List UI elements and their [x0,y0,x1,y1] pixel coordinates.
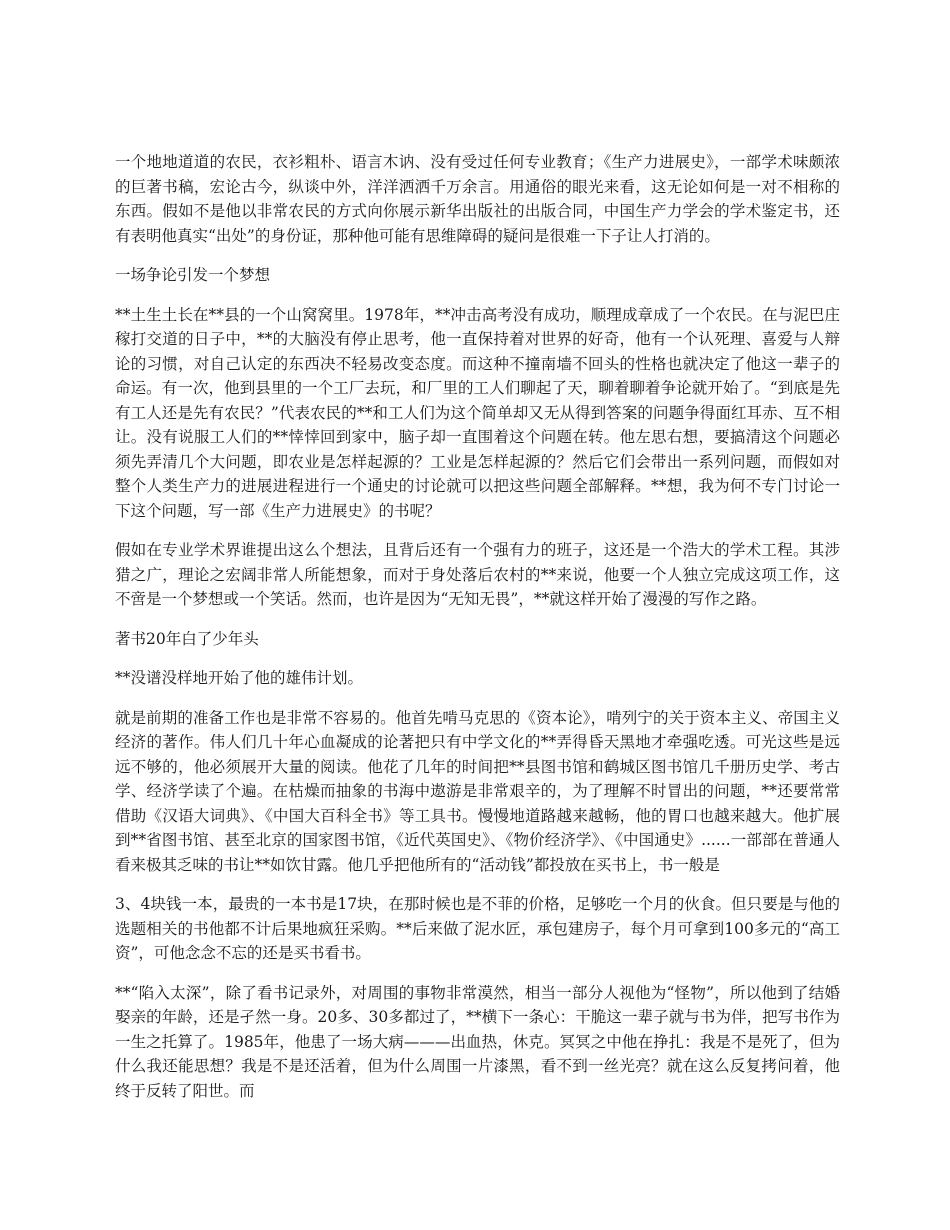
paragraph-preparation: 就是前期的准备工作也是非常不容易的。他首先啃马克思的《资本论》，啃列宁的关于资本主义、帝国主义经济的著作。伟人们几十年心血凝成的论著把只有中学文化的**弄得昏天黑地才牵强吃透。可光这些是远远不够的，他必须展开大量的阅读。他花了几年的时间把**县图书馆和鹤城区图书馆几千册历史学、考古学、经济学读了个遍。在枯燥而抽象的书海中遨游是非常艰辛的，为了理解不时冒出的问题，**还要常常借助《汉语大词典》、《中国大百科全书》等工具书。慢慢地道路越来越畅，他的胃口也越来越大。他扩展到**省图书馆、甚至北京的国家图书馆，《近代英国史》、《物价经济学》、《中国通史》......一部部在普通人看来极其乏味的书让**如饮甘露。他几乎把他所有的“活动钱”都投放在买书上，书一般是 [115,708,840,874]
section-heading-twenty-years: 著书20年白了少年头 [115,629,259,648]
paragraph-plan-start: **没谱没样地开始了他的雄伟计划。 [115,669,364,687]
paragraph-ambition: 假如在专业学术界谁提出这么个想法，且背后还有一个强有力的班子，这还是一个浩大的学术工程。其涉猎之广，理论之宏阔非常人所能想象，而对于身处落后农村的**来说，他要一个人独立完成这项工作，这不啻是一个梦想或一个笑话。然而，也许是因为“无知无畏”，**就这样开始了漫漫的写作之路。 [115,541,840,608]
paragraph-illness: **“陷入太深”，除了看书记录外，对周围的事物非常漠然，相当一部分人视他为“怪物”，所以他到了结婚娶亲的年龄，还是孑然一身。20多、30多都过了，**横下一条心：干脆这一辈子就与书为伴，把写书作为一生之托算了。1985年，他患了一场大病———出血热，休克。冥冥之中他在挣扎：我是不是死了，但为什么我还能思想？我是不是还活着，但为什么周围一片漆黑，看不到一丝光亮？就在这么反复拷问着，他终于反转了阳世。而 [115,983,840,1100]
document-page [115,150,840,1118]
section-heading-dream: 一场争论引发一个梦想 [115,266,271,284]
paragraph-book-prices: 3、4块钱一本，最贵的一本书是17块，在那时候也是不菲的价格，足够吃一个月的伙食。但只要是与他的选题相关的书他都不计后果地疯狂采购。**后来做了泥水匠，承包建房子，每个月可拿到100多元的“高工资”，可他念念不忘的还是买书看书。 [115,895,840,962]
paragraph-debate: **土生土长在**县的一个山窝窝里。1978年，**冲击高考没有成功，顺理成章成了一个农民。在与泥巴庄稼打交道的日子中，**的大脑没有停止思考，他一直保持着对世界的好奇，他有一个认死理、喜爱与人辩论的习惯，对自己认定的东西决不轻易改变态度。而这种不撞南墙不回头的性格也就决定了他这一辈子的命运。有一次，他到县里的一个工厂去玩，和厂里的工人们聊起了天，聊着聊着争论就开始了。“到底是先有工人还是先有农民？”代表农民的**和工人们为这个简单却又无从得到答案的问题争得面红耳赤、互不相让。没有说服工人们的**悻悻回到家中，脑子却一直围着这个问题在转。他左思右想，要搞清这个问题必须先弄清几个大问题，即农业是怎样起源的？工业是怎样起源的？然后它们会带出一系列问题，而假如对整个人类生产力的进展进程进行一个通史的讨论就可以把这些问题全部解释。**想，我为何不专门讨论一下这个问题，写一部《生产力进展史》的书呢？ [115,305,840,520]
paragraph-intro: 一个地地道道的农民，衣衫粗朴、语言木讷、没有受过任何专业教育；《生产力进展史》，一部学术味颇浓的巨著书稿，宏论古今，纵谈中外，洋洋洒洒千万余言。用通俗的眼光来看，这无论如何是一对不相称的东西。假如不是他以非常农民的方式向你展示新华出版社的出版合同，中国生产力学会的学术鉴定书，还有表明他真实“出处”的身份证，那种他可能有思维障碍的疑问是很难一下子让人打消的。 [115,153,840,245]
